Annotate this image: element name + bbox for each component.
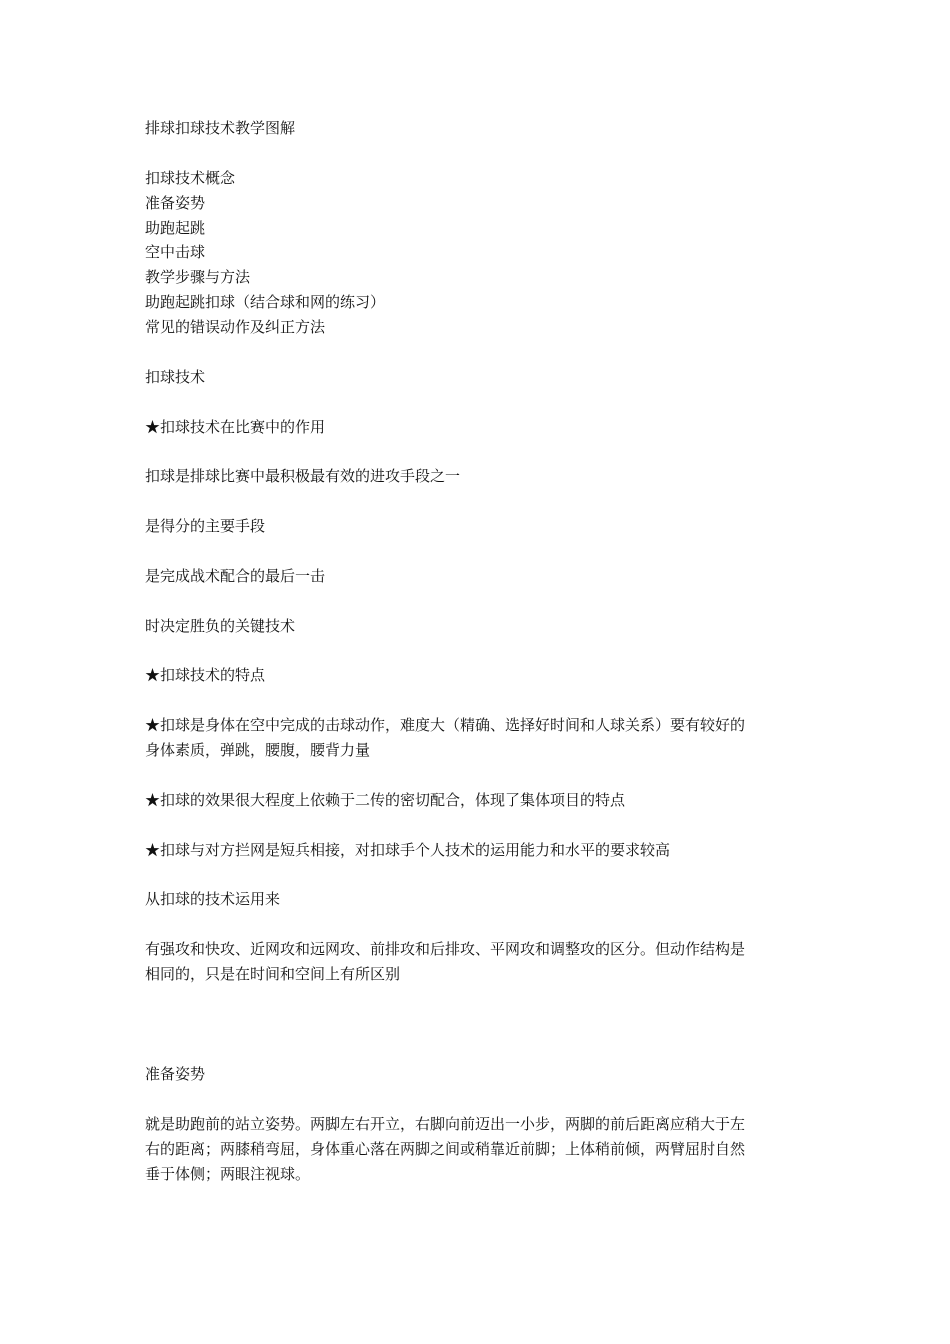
subsection-heading: ★扣球技术在比赛中的作用 [145,418,326,436]
document-title: 排球扣球技术教学图解 [145,119,296,137]
toc-item: 教学步骤与方法 [145,268,251,286]
section-heading: 准备姿势 [145,1065,206,1083]
toc-item: 扣球技术概念 [145,169,236,187]
paragraph [145,713,810,763]
paragraph-line: 有强攻和快攻、近网攻和远网攻、前排攻和后排攻、平网攻和调整攻的区分。但动作结构是 [145,940,746,958]
paragraph-line: 身体素质，弹跳，腰腹，腰背力量 [145,741,371,759]
paragraph: ★扣球与对方拦网是短兵相接，对扣球手个人技术的运用能力和水平的要求较高 [145,841,671,859]
paragraph: 从扣球的技术运用来 [145,890,281,908]
toc-item: 准备姿势 [145,194,206,212]
paragraph: 是得分的主要手段 [145,517,266,535]
toc-item: 助跑起跳 [145,219,206,237]
paragraph-line: 右的距离；两膝稍弯屈，身体重心落在两脚之间或稍靠近前脚；上体稍前倾，两臂屈肘自然 [145,1140,746,1158]
paragraph: ★扣球的效果很大程度上依赖于二传的密切配合，体现了集体项目的特点 [145,791,626,809]
toc-item: 空中击球 [145,243,206,261]
toc-item: 助跑起跳扣球（结合球和网的练习） [145,293,386,311]
paragraph [145,937,810,987]
paragraph [145,1112,810,1187]
paragraph-line: 垂于体侧；两眼注视球。 [145,1165,311,1183]
toc-item: 常见的错误动作及纠正方法 [145,318,326,336]
subsection-heading: ★扣球技术的特点 [145,666,266,684]
paragraph-line: 就是助跑前的站立姿势。两脚左右开立，右脚向前迈出一小步，两脚的前后距离应稍大于左 [145,1115,746,1133]
section-heading: 扣球技术 [145,368,206,386]
paragraph-line: 相同的，只是在时间和空间上有所区别 [145,965,401,983]
paragraph-line: ★扣球是身体在空中完成的击球动作，难度大（精确、选择好时间和人球关系）要有较好的 [145,716,746,734]
paragraph: 时决定胜负的关键技术 [145,617,296,635]
paragraph: 扣球是排球比赛中最积极最有效的进攻手段之一 [145,467,461,485]
paragraph: 是完成战术配合的最后一击 [145,567,326,585]
